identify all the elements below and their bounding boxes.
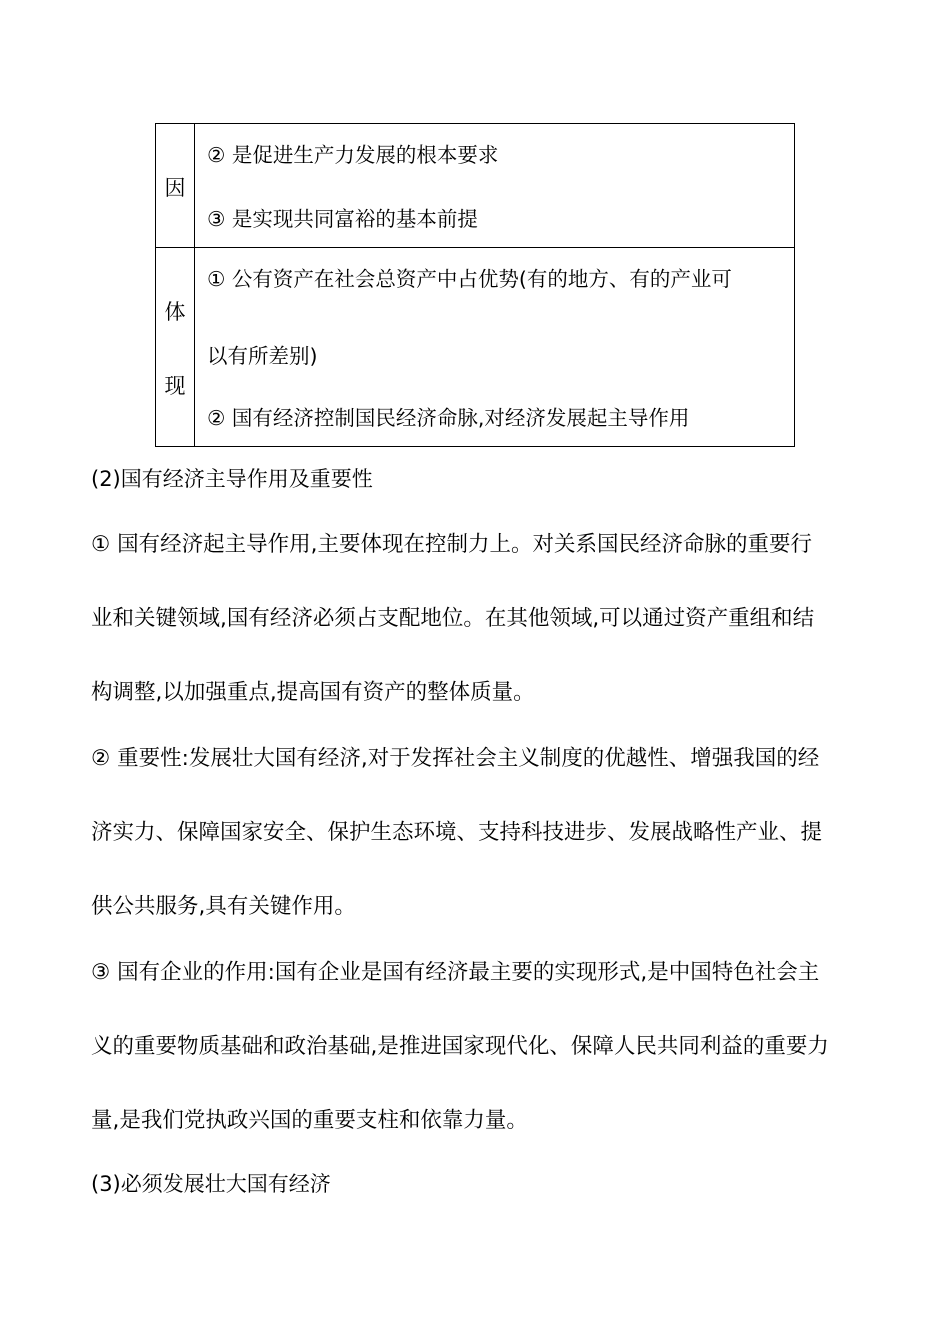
table-line: ② 是促进生产力发展的根本要求 bbox=[207, 143, 499, 167]
paragraph-line: 构调整,以加强重点,提高国有资产的整体质量。 bbox=[91, 680, 535, 705]
summary-table bbox=[155, 123, 795, 447]
paragraph-line: ① 国有经济起主导作用,主要体现在控制力上。对关系国民经济命脉的重要行 bbox=[91, 532, 812, 557]
paragraph-line: ③ 国有企业的作用:国有企业是国有经济最主要的实现形式,是中国特色社会主 bbox=[91, 960, 820, 985]
paragraph-line: ② 重要性:发展壮大国有经济,对于发挥社会主义制度的优越性、增强我国的经 bbox=[91, 746, 820, 771]
paragraph-line: 供公共服务,具有关键作用。 bbox=[91, 894, 356, 919]
table-row bbox=[156, 124, 795, 248]
row-label-cell bbox=[156, 124, 195, 248]
row-label-cell bbox=[156, 248, 195, 447]
row-content-cell bbox=[195, 248, 795, 447]
row-label: 因 bbox=[164, 176, 186, 200]
table-line: ① 公有资产在社会总资产中占优势(有的地方、有的产业可 bbox=[207, 267, 732, 291]
row-label-char: 现 bbox=[164, 374, 186, 398]
section-heading: (2)国有经济主导作用及重要性 bbox=[91, 467, 373, 491]
table-line: ③ 是实现共同富裕的基本前提 bbox=[207, 207, 478, 231]
table-row bbox=[156, 248, 795, 447]
paragraph-line: 义的重要物质基础和政治基础,是推进国家现代化、保障人民共同利益的重要力 bbox=[91, 1034, 829, 1059]
paragraph-line: 业和关键领域,国有经济必须占支配地位。在其他领域,可以通过资产重组和结 bbox=[91, 606, 815, 631]
paragraph-line: 济实力、保障国家安全、保护生态环境、支持科技进步、发展战略性产业、提 bbox=[91, 820, 823, 845]
paragraph-line: 量,是我们党执政兴国的重要支柱和依靠力量。 bbox=[91, 1108, 528, 1133]
section-heading: (3)必须发展壮大国有经济 bbox=[91, 1172, 331, 1196]
table-line: 以有所差别) bbox=[207, 344, 318, 368]
table-line: ② 国有经济控制国民经济命脉,对经济发展起主导作用 bbox=[207, 406, 690, 430]
row-label-char: 体 bbox=[164, 300, 186, 324]
row-content-cell bbox=[195, 124, 795, 248]
